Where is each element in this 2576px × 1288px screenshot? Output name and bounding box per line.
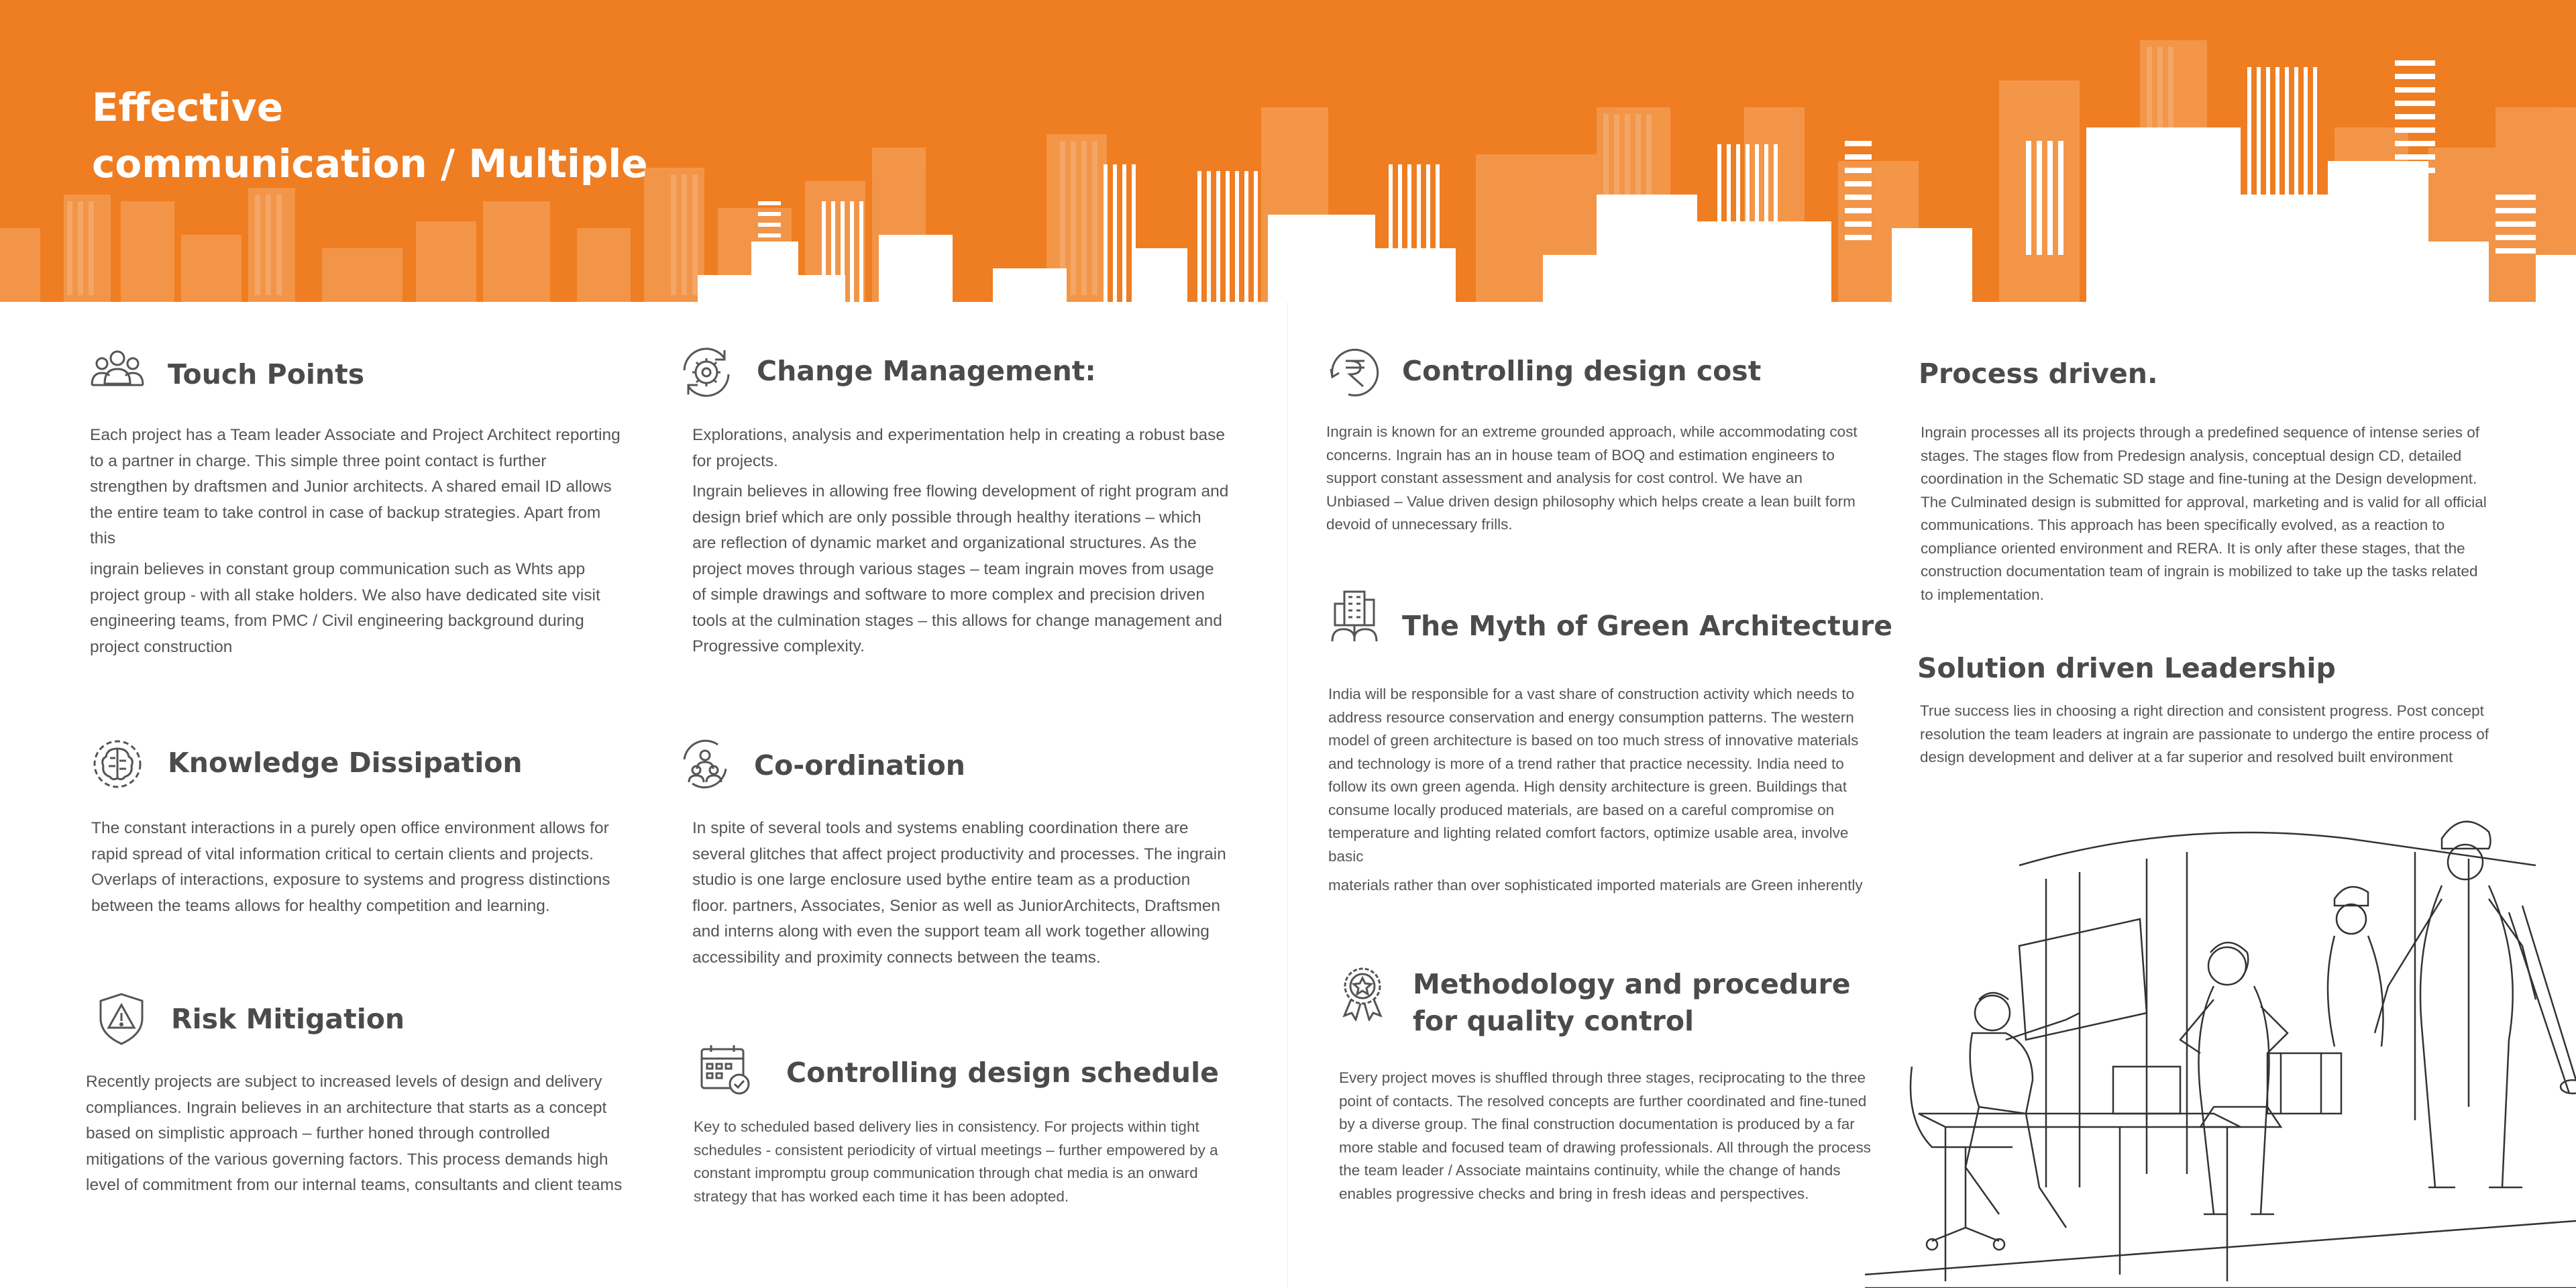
risk-mitigation-text: Recently projects are subject to increased levels of design and delivery compliances. Ingrain believes in an architecture that starts as a concept based on simplistic approach – further honed through controlled mitigations of the various governing factors. This process demands high level of commitment from our internal teams, consultants and client teams [86, 1073, 623, 1194]
people-circle-icon [676, 735, 734, 793]
calendar-check-icon [696, 1040, 754, 1097]
header-banner [0, 0, 2576, 302]
warning-shield-icon [93, 990, 150, 1048]
solution-driven-leadership-text: True success lies in choosing a right direction and consistent progress. Post concept resolution the team leaders at ingrain are passionate to undergo the entire process of design development and deliver at a far superior and resolved built environment [1920, 702, 2489, 765]
change-management-heading: Change Management: [757, 355, 1096, 387]
title-line-1: Effective [92, 85, 284, 130]
quality-badge-icon [1334, 963, 1391, 1021]
methodology-heading-line-2: for quality control [1413, 1005, 1695, 1037]
page-fold-divider [1287, 302, 1288, 1288]
controlling-design-cost-heading: Controlling design cost [1402, 355, 1762, 387]
rupee-circle-icon [1326, 343, 1383, 401]
touch-points-heading: Touch Points [168, 358, 365, 390]
architects-at-work-line-illustration [1865, 812, 2576, 1288]
process-driven-heading: Process driven. [1919, 358, 2158, 390]
touch-points-text-1: Each project has a Team leader Associate and Project Architect reporting to a partner in charge. This simple three point contact is further strengthen by draftsmen and Junior architects. A shared email ID allows the entire team to take control in case of backup strategies. Apart from this [90, 426, 621, 547]
brain-gear-icon [89, 735, 146, 793]
page-title [92, 79, 648, 192]
process-driven-text: Ingrain processes all its projects through a predefined sequence of intense series of stages. The stages flow from Predesign analysis, conceptual design CD, detailed coordination in the Schematic SD stage and fine-tuning at the Design development. The Culminated design is submitted for approval, marketing and is valid for all official communications. This approach has been specifically evolved, as a reaction to compliance oriented environment and RERA. It is only after these stages, that the construction documentation team of ingrain is mobilized to take up the tasks related to implementation. [1921, 424, 2487, 603]
coordination-text: In spite of several tools and systems enabling coordination there are several glitches that affect project productivity and processes. The ingrain studio is one large enclosure used bythe entire team as a production floor. partners, Associates, Senior as well as JuniorArchitects, Draftsmen and interns along with even the support team all work together allowing accessibility and proximity connects between the teams. [692, 819, 1226, 967]
myth-of-green-architecture-heading: The Myth of Green Architecture [1402, 610, 1893, 642]
controlling-design-cost-text: Ingrain is known for an extreme grounded approach, while accommodating cost concerns. Ingrain has an in house team of BOQ and estimation engineers to support constant assessment and analysis for cost control. We have an Unbiased – Value driven design philosophy which helps create a lean built form devoid of unnecessary frills. [1326, 423, 1858, 533]
myth-of-green-architecture-text-2: materials rather than over sophisticated imported materials are Green inherently [1328, 877, 1863, 894]
title-line-2: communication / Multiple [92, 141, 648, 186]
green-building-icon [1326, 588, 1383, 645]
controlling-design-schedule-text: Key to scheduled based delivery lies in consistency. For projects within tight schedules - consistent periodicity of virtual meetings – further empowered by a constant impromptu group communication through chat media is an onward strategy that has worked each time it has been adopted. [694, 1118, 1218, 1205]
methodology-text: Every project moves is shuffled through three stages, reciprocating to the three point of contacts. The resolved concepts are further coordinated and fine-tuned by a diverse group. The final construction documentation is produced by a far more stable and focused team of drawing professionals. All through the process the team leader / Associate maintains continuity, while the change of hands enables progressive checks and bring in fresh ideas and perspectives. [1339, 1069, 1871, 1202]
change-management-text-1: Explorations, analysis and experimentation help in creating a robust base for projects. [692, 426, 1226, 470]
solution-driven-leadership-heading: Solution driven Leadership [1917, 652, 2336, 684]
risk-mitigation-heading: Risk Mitigation [171, 1003, 405, 1035]
myth-of-green-architecture-text-1: India will be responsible for a vast share of construction activity which needs to address resource conservation and energy consumption patterns. The western model of green architecture is based on too much stress of innovative materials and technology is more of a trend rather that practice necessity. India need to follow its own green agenda. High density architecture is green. Buildings that consume locally produced materials, are based on a careful compromise on temperature and lighting related comfort factors, optimize usable area, involve basic [1328, 686, 1859, 865]
knowledge-dissipation-heading: Knowledge Dissipation [168, 747, 523, 779]
controlling-design-schedule-heading: Controlling design schedule [786, 1057, 1219, 1089]
team-people-icon [89, 343, 146, 401]
gear-cycle-icon [678, 343, 735, 401]
knowledge-dissipation-text: The constant interactions in a purely open office environment allows for rapid spread of vital information critical to certain clients and projects. Overlaps of interactions, exposure to systems and progress distinctions between the teams allows for healthy competition and learning. [91, 819, 610, 915]
coordination-heading: Co-ordination [754, 749, 965, 782]
touch-points-text-2: ingrain believes in constant group communication such as Whts app project group - with all stake holders. We also have dedicated site visit engineering teams, from PMC / Civil engineering background during project construction [90, 560, 600, 656]
methodology-heading-line-1: Methodology and procedure [1413, 968, 1851, 1000]
change-management-text-2: Ingrain believes in allowing free flowing development of right program and design brief which are only possible through healthy iterations – which are reflection of dynamic market and organizational structures. As the project moves through various stages – team ingrain moves from usage of simple drawings and software to more complex and precision driven tools at the culmination stages – this allows for change management and Progressive complexity. [692, 482, 1229, 655]
